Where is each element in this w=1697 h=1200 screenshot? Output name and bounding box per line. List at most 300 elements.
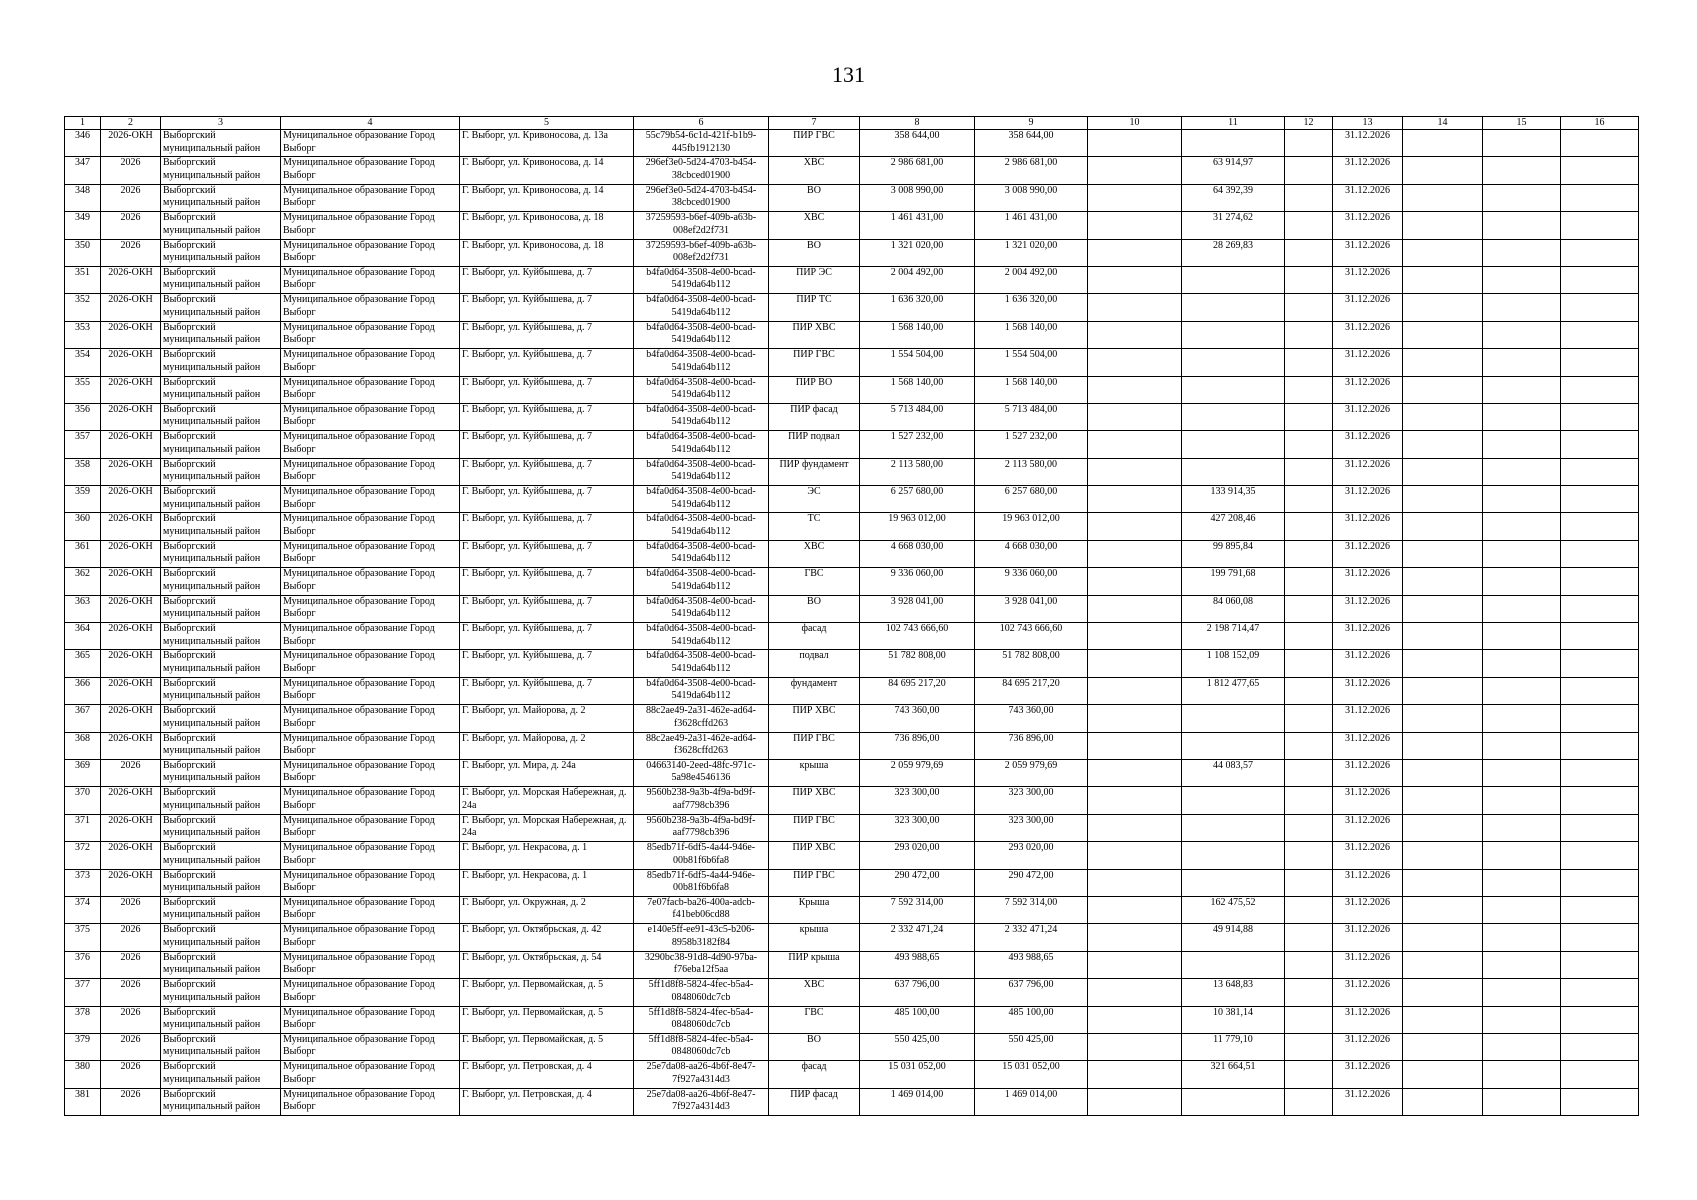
col16-cell	[1561, 266, 1639, 293]
address-cell: Г. Выборг, ул. Куйбышева, д. 7	[460, 266, 634, 293]
col12-cell	[1285, 431, 1333, 458]
col14-cell	[1403, 650, 1483, 677]
table-row	[65, 842, 1639, 869]
year-cell: 2026-ОКН	[101, 787, 161, 814]
col16-cell	[1561, 568, 1639, 595]
table-row	[65, 458, 1639, 485]
col14-cell	[1403, 130, 1483, 157]
col16-cell	[1561, 513, 1639, 540]
deadline-cell: 31.12.2026	[1333, 239, 1403, 266]
address-cell: Г. Выборг, ул. Некрасова, д. 1	[460, 869, 634, 896]
municipality-cell: Муниципальное образование Город Выборг	[281, 486, 460, 513]
col11-cell: 199 791,68	[1182, 568, 1285, 595]
house-id-cell: 88c2ae49-2a31-462e-ad64-f3628cffd263	[634, 705, 769, 732]
col15-cell	[1483, 266, 1561, 293]
row-number: 363	[65, 595, 101, 622]
house-id-cell: 9560b238-9a3b-4f9a-bd9f-aaf7798cb396	[634, 814, 769, 841]
table-row	[65, 896, 1639, 923]
cost-total-cell: 550 425,00	[975, 1033, 1088, 1060]
col11-cell	[1182, 951, 1285, 978]
col12-cell	[1285, 842, 1333, 869]
cost-total-cell: 743 360,00	[975, 705, 1088, 732]
col16-cell	[1561, 924, 1639, 951]
col10-cell	[1088, 1088, 1182, 1115]
col11-cell	[1182, 321, 1285, 348]
col11-cell	[1182, 732, 1285, 759]
year-cell: 2026-ОКН	[101, 513, 161, 540]
col16-cell	[1561, 212, 1639, 239]
col10-cell	[1088, 814, 1182, 841]
col14-cell	[1403, 431, 1483, 458]
work-type-cell: ПИР ХВС	[769, 842, 860, 869]
deadline-cell: 31.12.2026	[1333, 951, 1403, 978]
table-row	[65, 732, 1639, 759]
col15-cell	[1483, 814, 1561, 841]
house-id-cell: 37259593-b6ef-409b-a63b-008ef2d2f731	[634, 239, 769, 266]
col15-cell	[1483, 732, 1561, 759]
district-cell: Выборгский муниципальный район	[161, 650, 281, 677]
year-cell: 2026-ОКН	[101, 376, 161, 403]
address-cell: Г. Выборг, ул. Куйбышева, д. 7	[460, 431, 634, 458]
col10-cell	[1088, 568, 1182, 595]
cost-total-cell: 51 782 808,00	[975, 650, 1088, 677]
table-row	[65, 294, 1639, 321]
col11-cell: 133 914,35	[1182, 486, 1285, 513]
work-type-cell: подвал	[769, 650, 860, 677]
col10-cell	[1088, 869, 1182, 896]
work-type-cell: ПИР ГВС	[769, 349, 860, 376]
table-row	[65, 349, 1639, 376]
municipality-cell: Муниципальное образование Город Выборг	[281, 458, 460, 485]
house-id-cell: b4fa0d64-3508-4e00-bcad-5419da64b112	[634, 294, 769, 321]
col12-cell	[1285, 951, 1333, 978]
address-cell: Г. Выборг, ул. Некрасова, д. 1	[460, 842, 634, 869]
col15-cell	[1483, 759, 1561, 786]
municipality-cell: Муниципальное образование Город Выборг	[281, 540, 460, 567]
cost-cell: 323 300,00	[860, 787, 975, 814]
col15-cell	[1483, 951, 1561, 978]
house-id-cell: 25e7da08-aa26-4b6f-8e47-7f927a4314d3	[634, 1061, 769, 1088]
district-cell: Выборгский муниципальный район	[161, 376, 281, 403]
district-cell: Выборгский муниципальный район	[161, 486, 281, 513]
cost-total-cell: 1 461 431,00	[975, 212, 1088, 239]
table-row	[65, 595, 1639, 622]
col14-cell	[1403, 294, 1483, 321]
district-cell: Выборгский муниципальный район	[161, 321, 281, 348]
col12-cell	[1285, 705, 1333, 732]
cost-cell: 358 644,00	[860, 130, 975, 157]
year-cell: 2026-ОКН	[101, 294, 161, 321]
table-row	[65, 321, 1639, 348]
municipality-cell: Муниципальное образование Город Выборг	[281, 759, 460, 786]
col14-cell	[1403, 951, 1483, 978]
municipality-cell: Муниципальное образование Город Выборг	[281, 951, 460, 978]
year-cell: 2026	[101, 759, 161, 786]
cost-cell: 1 469 014,00	[860, 1088, 975, 1115]
address-cell: Г. Выборг, ул. Кривоносова, д. 13а	[460, 130, 634, 157]
deadline-cell: 31.12.2026	[1333, 431, 1403, 458]
table-row	[65, 212, 1639, 239]
district-cell: Выборгский муниципальный район	[161, 759, 281, 786]
row-number: 356	[65, 403, 101, 430]
municipality-cell: Муниципальное образование Город Выборг	[281, 842, 460, 869]
table-row	[65, 814, 1639, 841]
deadline-cell: 31.12.2026	[1333, 677, 1403, 704]
house-id-cell: b4fa0d64-3508-4e00-bcad-5419da64b112	[634, 677, 769, 704]
col15-cell	[1483, 1006, 1561, 1033]
district-cell: Выборгский муниципальный район	[161, 157, 281, 184]
address-cell: Г. Выборг, ул. Куйбышева, д. 7	[460, 294, 634, 321]
cost-cell: 51 782 808,00	[860, 650, 975, 677]
address-cell: Г. Выборг, ул. Куйбышева, д. 7	[460, 595, 634, 622]
municipality-cell: Муниципальное образование Город Выборг	[281, 1088, 460, 1115]
cost-total-cell: 493 988,65	[975, 951, 1088, 978]
municipality-cell: Муниципальное образование Город Выборг	[281, 896, 460, 923]
col10-cell	[1088, 650, 1182, 677]
year-cell: 2026	[101, 1033, 161, 1060]
address-cell: Г. Выборг, ул. Первомайская, д. 5	[460, 979, 634, 1006]
col10-cell	[1088, 540, 1182, 567]
cost-cell: 6 257 680,00	[860, 486, 975, 513]
deadline-cell: 31.12.2026	[1333, 595, 1403, 622]
deadline-cell: 31.12.2026	[1333, 376, 1403, 403]
col11-cell: 10 381,14	[1182, 1006, 1285, 1033]
col10-cell	[1088, 979, 1182, 1006]
table-row	[65, 623, 1639, 650]
col11-cell	[1182, 266, 1285, 293]
cost-cell: 2 113 580,00	[860, 458, 975, 485]
district-cell: Выборгский муниципальный район	[161, 787, 281, 814]
col14-cell	[1403, 595, 1483, 622]
col16-cell	[1561, 321, 1639, 348]
year-cell: 2026	[101, 924, 161, 951]
municipality-cell: Муниципальное образование Город Выборг	[281, 787, 460, 814]
table-row	[65, 157, 1639, 184]
col10-cell	[1088, 787, 1182, 814]
work-type-cell: ХВС	[769, 212, 860, 239]
col16-cell	[1561, 595, 1639, 622]
row-number: 348	[65, 184, 101, 211]
house-id-cell: b4fa0d64-3508-4e00-bcad-5419da64b112	[634, 321, 769, 348]
cost-total-cell: 485 100,00	[975, 1006, 1088, 1033]
house-id-cell: b4fa0d64-3508-4e00-bcad-5419da64b112	[634, 486, 769, 513]
house-id-cell: 296ef3e0-5d24-4703-b454-38cbced01900	[634, 184, 769, 211]
cost-total-cell: 637 796,00	[975, 979, 1088, 1006]
work-type-cell: ВО	[769, 595, 860, 622]
col10-cell	[1088, 349, 1182, 376]
municipality-cell: Муниципальное образование Город Выборг	[281, 403, 460, 430]
address-cell: Г. Выборг, ул. Куйбышева, д. 7	[460, 650, 634, 677]
cost-total-cell: 323 300,00	[975, 787, 1088, 814]
cost-total-cell: 2 986 681,00	[975, 157, 1088, 184]
deadline-cell: 31.12.2026	[1333, 623, 1403, 650]
col14-cell	[1403, 1061, 1483, 1088]
column-header-7: 7	[769, 117, 860, 130]
deadline-cell: 31.12.2026	[1333, 869, 1403, 896]
col15-cell	[1483, 842, 1561, 869]
deadline-cell: 31.12.2026	[1333, 513, 1403, 540]
year-cell: 2026	[101, 184, 161, 211]
address-cell: Г. Выборг, ул. Куйбышева, д. 7	[460, 349, 634, 376]
deadline-cell: 31.12.2026	[1333, 759, 1403, 786]
col10-cell	[1088, 294, 1182, 321]
work-type-cell: ПИР ГВС	[769, 814, 860, 841]
col16-cell	[1561, 732, 1639, 759]
column-header-4: 4	[281, 117, 460, 130]
col12-cell	[1285, 759, 1333, 786]
house-id-cell: b4fa0d64-3508-4e00-bcad-5419da64b112	[634, 650, 769, 677]
col16-cell	[1561, 239, 1639, 266]
municipality-cell: Муниципальное образование Город Выборг	[281, 677, 460, 704]
address-cell: Г. Выборг, ул. Первомайская, д. 5	[460, 1033, 634, 1060]
address-cell: Г. Выборг, ул. Куйбышева, д. 7	[460, 376, 634, 403]
cost-cell: 3 928 041,00	[860, 595, 975, 622]
district-cell: Выборгский муниципальный район	[161, 266, 281, 293]
col16-cell	[1561, 486, 1639, 513]
row-number: 372	[65, 842, 101, 869]
col15-cell	[1483, 431, 1561, 458]
municipality-cell: Муниципальное образование Город Выборг	[281, 294, 460, 321]
col15-cell	[1483, 979, 1561, 1006]
col10-cell	[1088, 595, 1182, 622]
col16-cell	[1561, 814, 1639, 841]
year-cell: 2026-ОКН	[101, 431, 161, 458]
municipality-cell: Муниципальное образование Город Выборг	[281, 732, 460, 759]
district-cell: Выборгский муниципальный район	[161, 1088, 281, 1115]
col11-cell: 2 198 714,47	[1182, 623, 1285, 650]
col11-cell	[1182, 869, 1285, 896]
year-cell: 2026-ОКН	[101, 568, 161, 595]
cost-total-cell: 1 568 140,00	[975, 321, 1088, 348]
col14-cell	[1403, 842, 1483, 869]
municipality-cell: Муниципальное образование Город Выборг	[281, 266, 460, 293]
municipality-cell: Муниципальное образование Город Выборг	[281, 212, 460, 239]
cost-cell: 102 743 666,60	[860, 623, 975, 650]
col15-cell	[1483, 239, 1561, 266]
col10-cell	[1088, 212, 1182, 239]
house-id-cell: 7e07facb-ba26-400a-adcb-f41beb06cd88	[634, 896, 769, 923]
col11-cell: 1 812 477,65	[1182, 677, 1285, 704]
row-number: 369	[65, 759, 101, 786]
col15-cell	[1483, 677, 1561, 704]
district-cell: Выборгский муниципальный район	[161, 842, 281, 869]
row-number: 346	[65, 130, 101, 157]
work-type-cell: ПИР ХВС	[769, 787, 860, 814]
row-number: 355	[65, 376, 101, 403]
col10-cell	[1088, 705, 1182, 732]
year-cell: 2026-ОКН	[101, 623, 161, 650]
address-cell: Г. Выборг, ул. Куйбышева, д. 7	[460, 321, 634, 348]
col12-cell	[1285, 212, 1333, 239]
col14-cell	[1403, 184, 1483, 211]
row-number: 375	[65, 924, 101, 951]
cost-cell: 493 988,65	[860, 951, 975, 978]
table-row	[65, 650, 1639, 677]
col10-cell	[1088, 1061, 1182, 1088]
col12-cell	[1285, 376, 1333, 403]
municipality-cell: Муниципальное образование Город Выборг	[281, 924, 460, 951]
col10-cell	[1088, 1006, 1182, 1033]
col16-cell	[1561, 1088, 1639, 1115]
cost-cell: 637 796,00	[860, 979, 975, 1006]
year-cell: 2026-ОКН	[101, 486, 161, 513]
cost-cell: 7 592 314,00	[860, 896, 975, 923]
work-type-cell: ВО	[769, 1033, 860, 1060]
municipality-cell: Муниципальное образование Город Выборг	[281, 431, 460, 458]
cost-total-cell: 1 554 504,00	[975, 349, 1088, 376]
address-cell: Г. Выборг, ул. Кривоносова, д. 18	[460, 212, 634, 239]
col15-cell	[1483, 787, 1561, 814]
col16-cell	[1561, 1061, 1639, 1088]
col10-cell	[1088, 157, 1182, 184]
cost-cell: 84 695 217,20	[860, 677, 975, 704]
address-cell: Г. Выборг, ул. Куйбышева, д. 7	[460, 540, 634, 567]
year-cell: 2026-ОКН	[101, 266, 161, 293]
col12-cell	[1285, 130, 1333, 157]
district-cell: Выборгский муниципальный район	[161, 814, 281, 841]
cost-total-cell: 4 668 030,00	[975, 540, 1088, 567]
col14-cell	[1403, 623, 1483, 650]
col14-cell	[1403, 869, 1483, 896]
cost-cell: 2 986 681,00	[860, 157, 975, 184]
col11-cell: 28 269,83	[1182, 239, 1285, 266]
col10-cell	[1088, 403, 1182, 430]
row-number: 368	[65, 732, 101, 759]
col14-cell	[1403, 1033, 1483, 1060]
address-cell: Г. Выборг, ул. Петровская, д. 4	[460, 1061, 634, 1088]
col15-cell	[1483, 458, 1561, 485]
col15-cell	[1483, 376, 1561, 403]
col15-cell	[1483, 130, 1561, 157]
district-cell: Выборгский муниципальный район	[161, 951, 281, 978]
house-id-cell: b4fa0d64-3508-4e00-bcad-5419da64b112	[634, 568, 769, 595]
col12-cell	[1285, 650, 1333, 677]
deadline-cell: 31.12.2026	[1333, 266, 1403, 293]
row-number: 374	[65, 896, 101, 923]
deadline-cell: 31.12.2026	[1333, 540, 1403, 567]
col10-cell	[1088, 677, 1182, 704]
deadline-cell: 31.12.2026	[1333, 787, 1403, 814]
col14-cell	[1403, 705, 1483, 732]
year-cell: 2026	[101, 212, 161, 239]
address-cell: Г. Выборг, ул. Первомайская, д. 5	[460, 1006, 634, 1033]
column-header-14: 14	[1403, 117, 1483, 130]
row-number: 359	[65, 486, 101, 513]
col14-cell	[1403, 568, 1483, 595]
col14-cell	[1403, 759, 1483, 786]
district-cell: Выборгский муниципальный район	[161, 1061, 281, 1088]
address-cell: Г. Выборг, ул. Куйбышева, д. 7	[460, 486, 634, 513]
year-cell: 2026-ОКН	[101, 349, 161, 376]
col16-cell	[1561, 759, 1639, 786]
col10-cell	[1088, 376, 1182, 403]
municipality-cell: Муниципальное образование Город Выборг	[281, 157, 460, 184]
cost-total-cell: 2 113 580,00	[975, 458, 1088, 485]
cost-cell: 550 425,00	[860, 1033, 975, 1060]
house-id-cell: b4fa0d64-3508-4e00-bcad-5419da64b112	[634, 266, 769, 293]
row-number: 376	[65, 951, 101, 978]
col16-cell	[1561, 951, 1639, 978]
row-number: 380	[65, 1061, 101, 1088]
col16-cell	[1561, 787, 1639, 814]
row-number: 358	[65, 458, 101, 485]
row-number: 357	[65, 431, 101, 458]
year-cell: 2026	[101, 239, 161, 266]
col14-cell	[1403, 814, 1483, 841]
column-header-16: 16	[1561, 117, 1639, 130]
table-row	[65, 486, 1639, 513]
row-number: 381	[65, 1088, 101, 1115]
cost-cell: 293 020,00	[860, 842, 975, 869]
work-type-cell: фасад	[769, 1061, 860, 1088]
row-number: 360	[65, 513, 101, 540]
deadline-cell: 31.12.2026	[1333, 1088, 1403, 1115]
cost-cell: 1 636 320,00	[860, 294, 975, 321]
cost-total-cell: 293 020,00	[975, 842, 1088, 869]
row-number: 379	[65, 1033, 101, 1060]
row-number: 378	[65, 1006, 101, 1033]
col11-cell: 321 664,51	[1182, 1061, 1285, 1088]
work-type-cell: ТС	[769, 513, 860, 540]
district-cell: Выборгский муниципальный район	[161, 1033, 281, 1060]
col11-cell	[1182, 294, 1285, 321]
cost-total-cell: 7 592 314,00	[975, 896, 1088, 923]
district-cell: Выборгский муниципальный район	[161, 705, 281, 732]
work-type-cell: крыша	[769, 759, 860, 786]
col16-cell	[1561, 540, 1639, 567]
row-number: 364	[65, 623, 101, 650]
cost-cell: 323 300,00	[860, 814, 975, 841]
municipality-cell: Муниципальное образование Город Выборг	[281, 1033, 460, 1060]
work-type-cell: ЭС	[769, 486, 860, 513]
work-type-cell: ПИР ГВС	[769, 732, 860, 759]
address-cell: Г. Выборг, ул. Кривоносова, д. 14	[460, 157, 634, 184]
col16-cell	[1561, 650, 1639, 677]
year-cell: 2026-ОКН	[101, 869, 161, 896]
year-cell: 2026	[101, 1006, 161, 1033]
year-cell: 2026	[101, 896, 161, 923]
cost-total-cell: 2 059 979,69	[975, 759, 1088, 786]
col12-cell	[1285, 1088, 1333, 1115]
col11-cell: 31 274,62	[1182, 212, 1285, 239]
house-id-cell: 85edb71f-6df5-4a44-946e-00b81f6b6fa8	[634, 869, 769, 896]
col12-cell	[1285, 349, 1333, 376]
col12-cell	[1285, 623, 1333, 650]
table-row	[65, 1006, 1639, 1033]
house-id-cell: 37259593-b6ef-409b-a63b-008ef2d2f731	[634, 212, 769, 239]
address-cell: Г. Выборг, ул. Морская Набережная, д. 24а	[460, 787, 634, 814]
house-id-cell: b4fa0d64-3508-4e00-bcad-5419da64b112	[634, 540, 769, 567]
column-header-11: 11	[1182, 117, 1285, 130]
house-id-cell: b4fa0d64-3508-4e00-bcad-5419da64b112	[634, 376, 769, 403]
address-cell: Г. Выборг, ул. Куйбышева, д. 7	[460, 513, 634, 540]
address-cell: Г. Выборг, ул. Октябрьская, д. 54	[460, 951, 634, 978]
col11-cell: 13 648,83	[1182, 979, 1285, 1006]
column-header-10: 10	[1088, 117, 1182, 130]
municipality-cell: Муниципальное образование Город Выборг	[281, 705, 460, 732]
work-type-cell: ПИР ЭС	[769, 266, 860, 293]
work-type-cell: ВО	[769, 184, 860, 211]
table-row	[65, 1033, 1639, 1060]
table-row	[65, 513, 1639, 540]
col10-cell	[1088, 239, 1182, 266]
district-cell: Выборгский муниципальный район	[161, 540, 281, 567]
col10-cell	[1088, 842, 1182, 869]
col14-cell	[1403, 896, 1483, 923]
year-cell: 2026	[101, 157, 161, 184]
work-type-cell: ПИР фундамент	[769, 458, 860, 485]
district-cell: Выборгский муниципальный район	[161, 184, 281, 211]
